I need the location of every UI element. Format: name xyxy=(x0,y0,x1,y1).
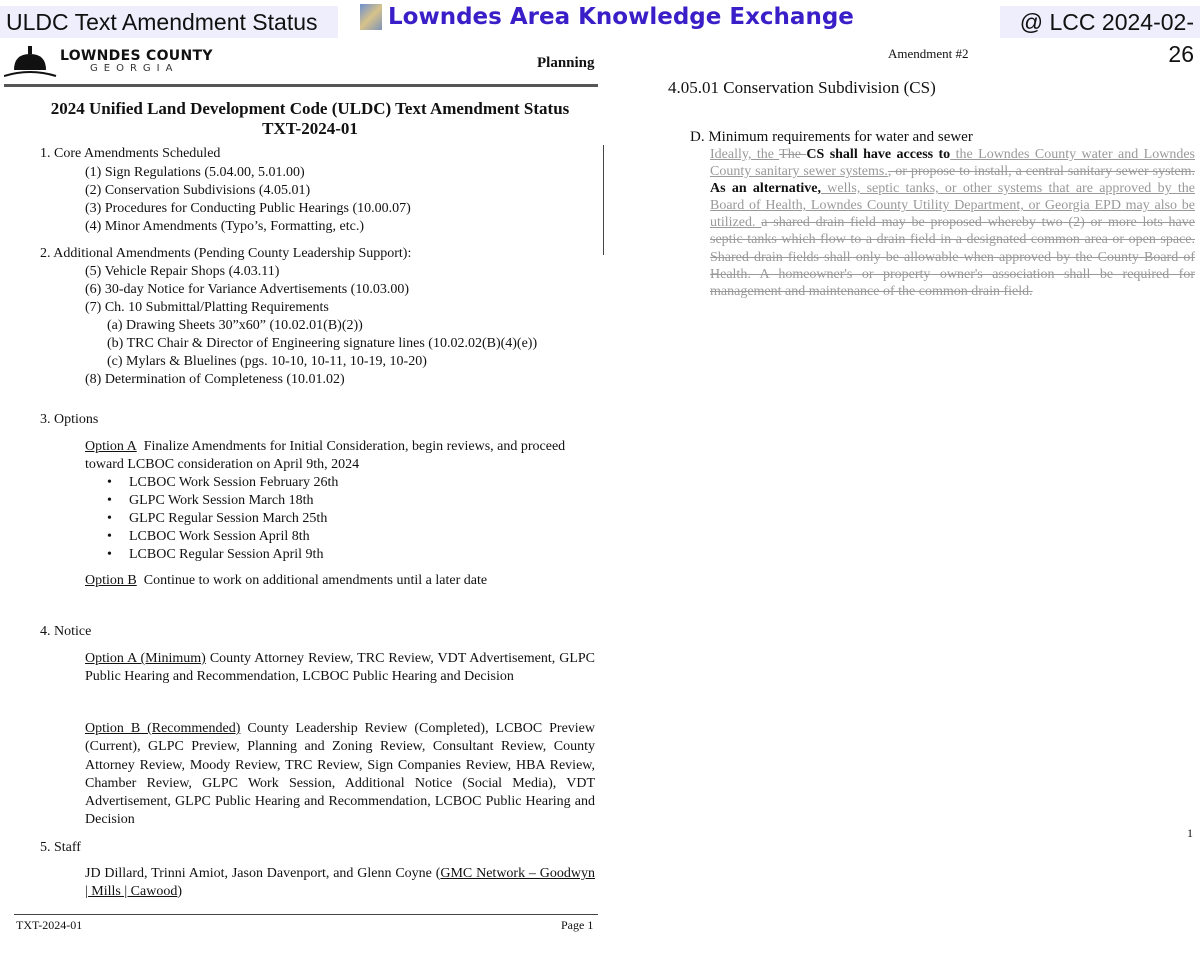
section-5-heading: 5. Staff xyxy=(40,840,81,855)
amendment-text xyxy=(710,146,1195,300)
list-item: (2) Conservation Subdivisions (4.05.01) xyxy=(85,183,311,198)
list-item: (8) Determination of Completeness (10.01.02) xyxy=(85,372,345,387)
deleted-text: a shared drain field may be proposed whereby two (2) or more lots have septic tanks which flow to a drain field in a designated common area or open space. Shared drain fields shall only be allowable when approved by the County Board of Health. A homeowner's or property owner's association shall be required for management and maintenance of the common drain field. xyxy=(710,215,1195,299)
section-3-heading: 3. Options xyxy=(40,412,99,427)
meeting-label: @ LCC 2024-02-26 xyxy=(1000,6,1200,38)
page-number: Page 1 xyxy=(561,918,594,932)
list-item: • GLPC Work Session March 18th xyxy=(129,492,338,510)
notice-option-b: Option B (Recommended) County Leadership Review (Completed), LCBOC Preview (Current), GLPC Preview, Planning and Zoning Review, Consultant Review, County Attorney Review, Moody Review, TRC Review, Sign Companies Review, HBA Review, Chamber Review, GLPC Work Session, Additional Notice (Social Media), VDT Advertisement, GLPC Public Hearing and Recommendation, LCBOC Public Hearing and Decision xyxy=(85,721,596,828)
video-title: ULDC Text Amendment Status xyxy=(0,6,338,38)
list-item: (1) Sign Regulations (5.04.00, 5.01.00) xyxy=(85,165,305,180)
inserted-text: Ideally, the xyxy=(710,147,780,162)
right-page-number: 1 xyxy=(1187,826,1193,840)
list-item: (6) 30-day Notice for Variance Advertisements (10.03.00) xyxy=(85,282,409,297)
retained-text: CS shall have access to xyxy=(806,147,951,162)
site-name: Lowndes Area Knowledge Exchange xyxy=(388,4,854,30)
list-item: • GLPC Regular Session March 25th xyxy=(129,510,338,528)
list-item: • LCBOC Work Session February 26th xyxy=(129,474,338,492)
county-logo-text: LOWNDES COUNTY xyxy=(60,48,213,64)
list-item: • LCBOC Work Session April 8th xyxy=(129,528,338,546)
deleted-text: The xyxy=(779,147,807,162)
additional-list xyxy=(85,263,537,389)
deleted-text: , or propose to install, a central sanitary sewer system. xyxy=(887,164,1196,180)
courthouse-dome-icon xyxy=(4,44,58,78)
list-item: (5) Vehicle Repair Shops (4.03.11) xyxy=(85,264,280,279)
notice-option-a: Option A (Minimum) County Attorney Review, TRC Review, VDT Advertisement, GLPC Public Hearing and Recommendation, LCBOC Public Hearing and Decision xyxy=(85,651,596,685)
lake-logo-icon xyxy=(360,4,382,30)
list-item: (7) Ch. 10 Submittal/Platting Requirements xyxy=(85,300,329,315)
option-a: Option A Finalize Amendments for Initial Consideration, begin reviews, and proceed xyxy=(85,439,566,454)
option-b: Option B Continue to work on additional amendments until a later date xyxy=(85,573,488,588)
section-4-heading: 4. Notice xyxy=(40,624,92,639)
site-title[interactable] xyxy=(360,4,854,30)
requirement-heading: D. Minimum requirements for water and sewer xyxy=(690,129,973,145)
list-item: (4) Minor Amendments (Typo’s, Formatting, etc.) xyxy=(85,219,364,234)
footer-code: TXT-2024-01 xyxy=(16,918,83,932)
staff-text: JD Dillard, Trinni Amiot, Jason Davenport, and Glenn Coyne (GMC Network – Goodwyn | Mills | Cawood) xyxy=(85,866,595,900)
amendment-label: Amendment #2 xyxy=(888,46,969,61)
option-a-cont: toward LCBOC consideration on April 9th, 2024 xyxy=(85,457,360,472)
section-heading: 4.05.01 Conservation Subdivision (CS) xyxy=(668,78,936,97)
list-item: (c) Mylars & Bluelines (pgs. 10-10, 10-11, 10-19, 10-20) xyxy=(107,354,427,369)
schedule-list xyxy=(129,474,338,564)
department: Planning xyxy=(537,55,595,71)
margin-bar xyxy=(603,145,604,255)
core-list xyxy=(85,164,411,236)
retained-text: As an alternative, xyxy=(710,181,821,197)
section-1-heading: 1. Core Amendments Scheduled xyxy=(40,146,221,161)
list-item: • LCBOC Regular Session April 9th xyxy=(129,546,338,564)
header-rule xyxy=(4,84,598,87)
inserted-text: the Lowndes County water and Lowndes County sanitary sewer systems. xyxy=(710,147,1196,180)
footer-rule xyxy=(14,914,598,915)
list-item: (b) TRC Chair & Director of Engineering signature lines (10.02.02(B)(4)(e)) xyxy=(107,336,538,351)
county-logo-sub: GEORGIA xyxy=(90,63,179,74)
list-item: (a) Drawing Sheets 30”x60” (10.02.01(B)(2)) xyxy=(107,318,363,333)
section-2-heading: 2. Additional Amendments (Pending County Leadership Support): xyxy=(40,246,412,261)
inserted-text: wells, septic tanks, or other systems that are approved by the Board of Health, Lowndes County Utility Department, or Georgia EPD may also be utilized. xyxy=(710,181,1195,231)
doc-title: 2024 Unified Land Development Code (ULDC) Text Amendment Status TXT-2024-01 xyxy=(50,99,570,138)
list-item: (3) Procedures for Conducting Public Hearings (10.00.07) xyxy=(85,201,411,216)
